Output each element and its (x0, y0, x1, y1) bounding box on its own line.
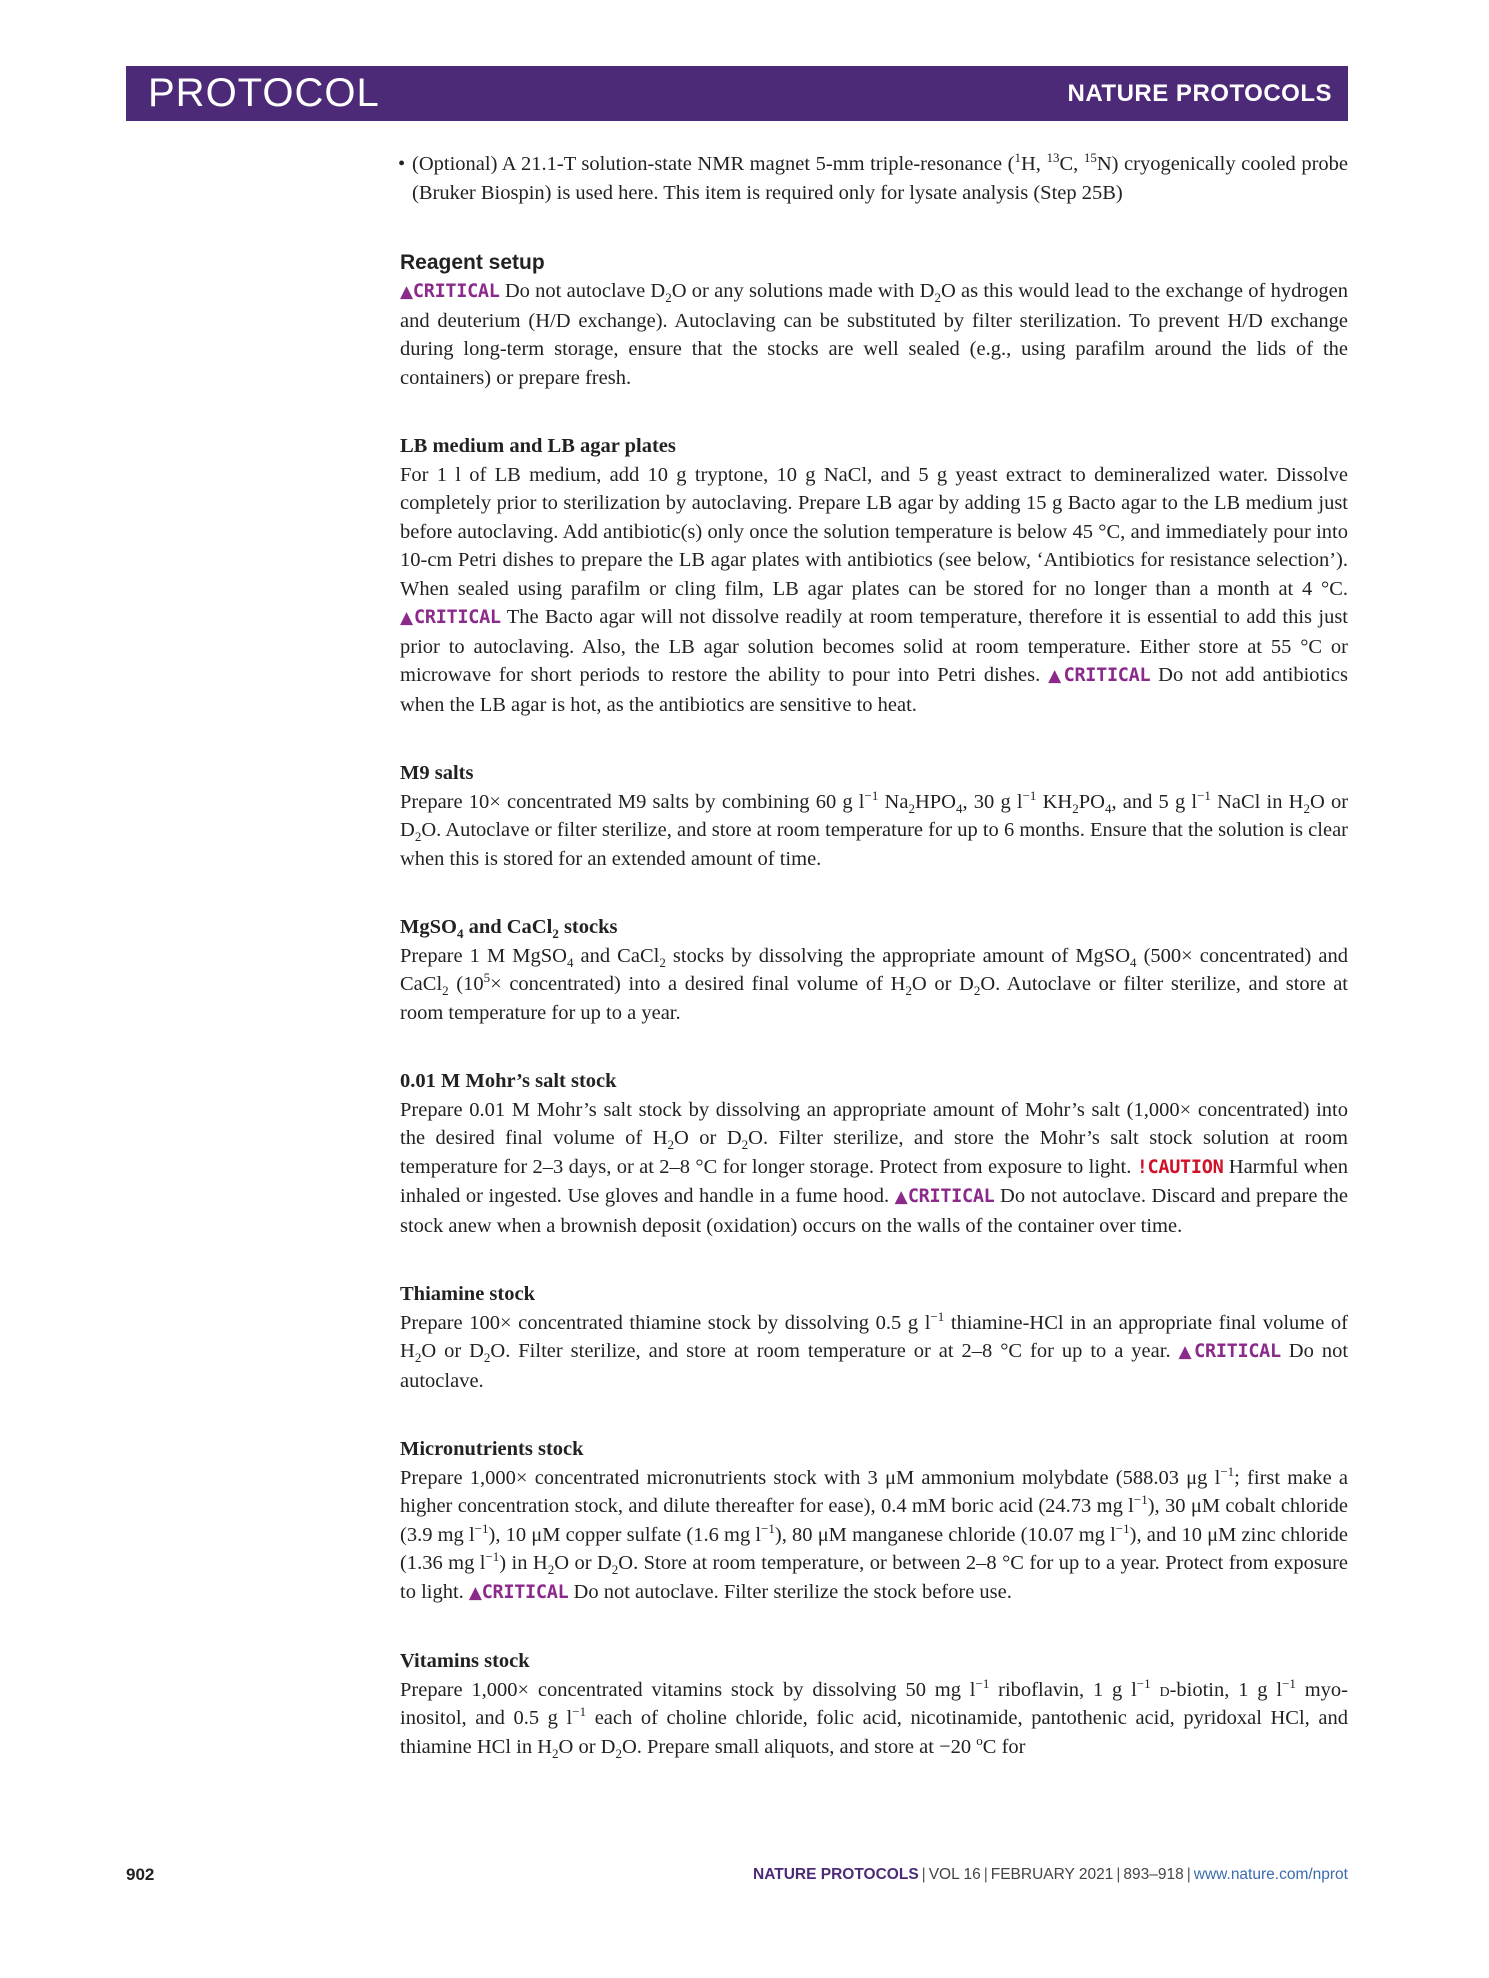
triangle-icon: ▲ (1178, 1342, 1195, 1362)
triangle-icon: ▲ (400, 282, 413, 302)
section-m9-salts (400, 759, 1348, 873)
footer-citation: NATURE PROTOCOLS | VOL 16 | FEBRUARY 2021 | 893–918 | www.nature.com/nprot (753, 1866, 1348, 1883)
footer-date: FEBRUARY 2021 (990, 1866, 1114, 1883)
triangle-icon: ▲ (468, 1582, 482, 1603)
triangle-icon: ▲ (400, 608, 415, 628)
section-title: Micronutrients stock (400, 1438, 584, 1460)
journal-label: NATURE PROTOCOLS (1067, 79, 1332, 107)
critical-flag: ▲CRITICAL (894, 1186, 995, 1207)
section-body: Prepare 0.01 M Mohr’s salt stock by dissolving an appropriate amount of Mohr’s salt (1,000× concentrated) into the desired final volume of $H_2O$ or $D_2O$. Filter sterilize, and store the Mohr’s salt stock solution at room temperature for 2–3 days, or at 2–8 °C for longer storage. Protect from exposure to light. !CAUTION Harmful when inhaled or ingested. Use gloves and handle in a fume hood. ▲CRITICAL Do not autoclave. Discard and prepare the stock anew when a brownish deposit (oxidation) occurs on the walls of the container over time. (400, 1098, 1349, 1237)
critical-flag: ▲CRITICAL (1048, 665, 1151, 686)
section-title: MgSO$_4$ and CaCl$_2$ stocks (400, 916, 618, 942)
section-title: 0.01 M Mohr’s salt stock (400, 1070, 617, 1092)
section-mohrs-salt (400, 1067, 1348, 1240)
reagent-setup-text: ▲CRITICAL Do not autoclave $D_2O$ or any solutions made with $D_2O$ as this would lead to the exchange of hydrogen and deuterium (H/D exchange). Autoclaving can be substituted by filter sterilization. To prevent H/D exchange during long-term storage, ensure that the stocks are well sealed (e.g., using parafilm around the lids of the containers) or prepare fresh. (400, 280, 1349, 389)
section-body: For 1 l of LB medium, add 10 g tryptone, 10 g NaCl, and 5 g yeast extract to demineralized water. Dissolve completely prior to sterilization by autoclaving. Prepare LB agar by adding 15 g Bacto agar to the LB medium just before autoclaving. Add antibiotic(s) only once the solution temperature is below 45 °C, and immediately pour into 10-cm Petri dishes to prepare the LB agar plates with antibiotics (see below, ‘Antibiotics for resistance selection’). When sealed using parafilm or cling film, LB agar plates can be stored for no longer than a month at 4 °C. ▲CRITICAL The Bacto agar will not dissolve readily at room temperature, therefore it is essential to add this just prior to autoclaving. Also, the LB agar solution becomes solid at room temperature. Either store at 55 °C or microwave for short periods to restore the ability to pour into Petri dishes. ▲CRITICAL Do not add antibiotics when the LB agar is hot, as the antibiotics are sensitive to heat. (400, 463, 1348, 716)
critical-flag: ▲CRITICAL (400, 607, 501, 628)
section-body: Prepare 10× concentrated M9 salts by combining 60 g $l^{-1}$ $Na_2HPO_4$, 30 g $l^{-1}$ $KH_2PO_4$, and 5 g $l^{-1}$ NaCl in $H_2O$ or $D_2O$. Autoclave or filter sterilize, and store at room temperature for up to 6 months. Ensure that the solution is clear when this is stored for an extended amount of time. (400, 787, 1349, 870)
section-body: Prepare 100× concentrated thiamine stock by dissolving 0.5 g $l^{-1}$ thiamine-HCl in an appropriate final volume of $H_2O$ or $D_2O$. Filter sterilize, and store at room temperature or at 2–8 °C for up to a year. ▲CRITICAL Do not autoclave. (400, 1308, 1349, 1392)
caution-flag: !CAUTION (1136, 1156, 1224, 1178)
section-body: Prepare 1 M MgSO$_4$ and CaCl$_2$ stocks by dissolving the appropriate amount of MgSO$_4$ (500× concentrated) and CaCl$_2$ ($10^5\times$ concentrated) into a desired final volume of $H_2O$ or $D_2O$. Autoclave or filter sterilize, and store at room temperature for up to a year. (400, 944, 1348, 1024)
critical-flag: ▲CRITICAL (1178, 1341, 1281, 1362)
footer-url-link[interactable]: www.nature.com/nprot (1193, 1866, 1348, 1883)
section-micronutrients (400, 1435, 1348, 1607)
critical-flag: ▲CRITICAL (400, 281, 500, 302)
footer-journal: NATURE PROTOCOLS (753, 1866, 919, 1883)
section-vitamins (400, 1647, 1348, 1761)
section-lb-medium (400, 432, 1348, 719)
page-number: 902 (126, 1865, 155, 1884)
header-bar (126, 66, 1348, 121)
section-title: Vitamins stock (400, 1650, 530, 1672)
section-title: M9 salts (400, 762, 474, 784)
section-title: Thiamine stock (400, 1283, 535, 1305)
section-title: LB medium and LB agar plates (400, 435, 676, 457)
triangle-icon: ▲ (894, 1187, 908, 1207)
bullet-icon: • (398, 153, 406, 175)
section-body: Prepare 1,000× concentrated vitamins stock by dissolving 50 mg $l^{-1}$ riboflavin, 1 g $l^{-1}$ d-biotin, 1 g $l^{-1}$ myo-inositol, and 0.5 g $l^{-1}$ each of choline chloride, folic acid, nicotinamide, pantothenic acid, pyridoxal HCl, and thiamine HCl in $H_2O$ or $D_2O$. Prepare small aliquots, and store at −20 $^o$C for (400, 1675, 1349, 1761)
section-mgso4-cacl2 (400, 913, 1348, 1027)
critical-flag: ▲CRITICAL (468, 1581, 569, 1603)
section-label: PROTOCOL (148, 71, 380, 115)
section-body: Prepare 1,000× concentrated micronutrients stock with 3 μM ammonium molybdate (588.03 μg $l^{-1}$; first make a higher concentration stock, and dilute thereafter for ease), 0.4 mM boric acid (24.73 mg $l^{-1}$), 30 μM cobalt chloride (3.9 mg $l^{-1}$), 10 μM copper sulfate (1.6 mg $l^{-1}$), 80 μM manganese chloride (10.07 mg $l^{-1}$), and 10 μM zinc chloride (1.36 mg $l^{-1}$) in $H_2O$ or $D_2O$. Store at room temperature, or between 2–8 °C for up to a year. Protect from exposure to light. ▲CRITICAL Do not autoclave. Filter sterilize the stock before use. (400, 1463, 1349, 1603)
section-thiamine (400, 1280, 1348, 1395)
optional-equipment-item: • (Optional) A 21.1-T solution-state NMR magnet 5-mm triple-resonance ($^1$H, $^{13}$C, $^{15}$N) cryogenically cooled probe (Bruker Biospin) is used here. This item is required only for lysate analysis (Step 25B) (398, 150, 1348, 204)
footer-volume: VOL 16 (928, 1866, 981, 1883)
reagent-setup-heading: Reagent setup (400, 251, 545, 274)
footer-pages: 893–918 (1123, 1866, 1184, 1883)
main-content (400, 150, 1348, 1761)
triangle-icon: ▲ (1048, 666, 1064, 686)
